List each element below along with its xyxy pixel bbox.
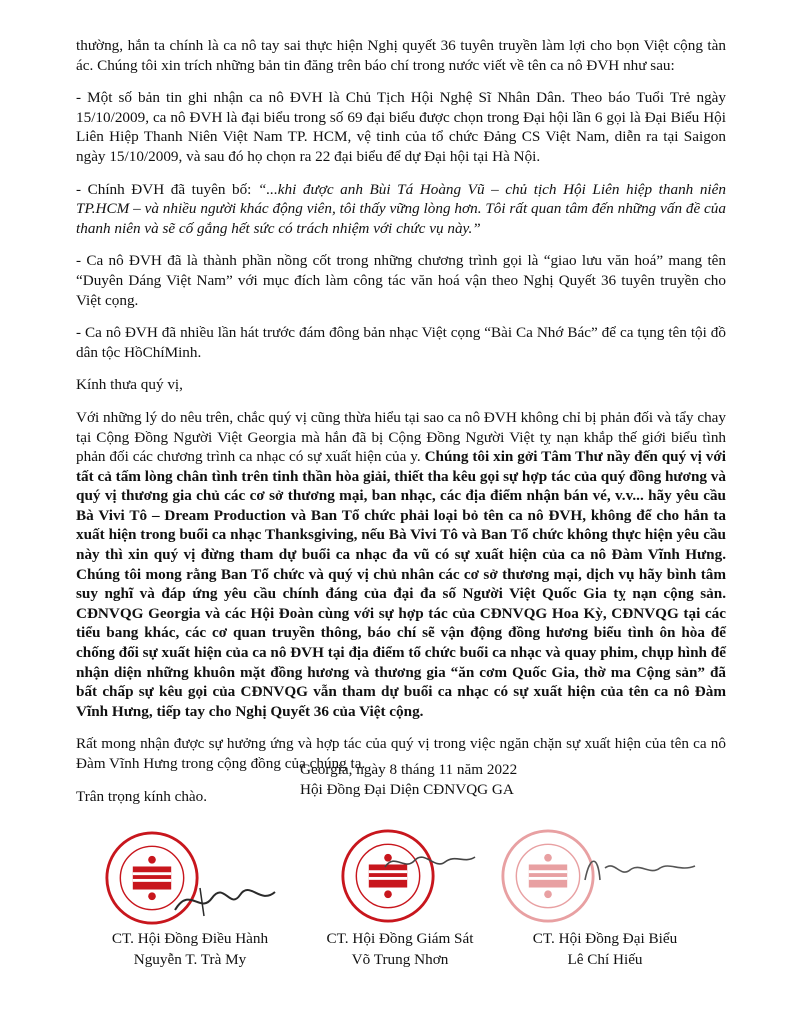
salutation: Kính thưa quý vị,: [76, 376, 183, 394]
paragraph-appeal: [76, 408, 726, 722]
closing-block: [300, 760, 620, 799]
statement-quote: “...khi được anh Bùi Tá Hoàng Vũ – chủ tịch Hội Liên hiệp thanh niên TP.HCM – và nhiều người khác động viên, tôi thấy vững lòng hơn. Tôi rất quan tâm đến những vấn đề của thanh niên và sẽ cố gắng hết sức có trách nhiệm với chức vụ này.”: [76, 180, 726, 237]
paragraph-song: - Ca nô ĐVH đã nhiều lần hát trước đám đông bản nhạc Việt cọng “Bài Ca Nhớ Bác” để ca tụng tên tội đồ dân tộc HồChíMinh.: [76, 324, 726, 361]
signature-1: [170, 880, 280, 920]
paragraph-cultural-program: - Ca nô ĐVH đã là thành phần nồng cốt trong những chương trình gọi là “giao lưu văn hoá” mang tên “Duyên Dáng Việt Nam” với mục đích làm công tác văn hoá vận theo Nghị Quyết 36 tuyên truyền cho Việt cọng.: [76, 252, 726, 309]
letter-body: [76, 36, 726, 819]
organization-name: Hội Đồng Đại Diện CĐNVQG GA: [300, 780, 514, 798]
signer-representative: [490, 928, 720, 970]
paragraph-news-report: - Một số bản tin ghi nhận ca nô ĐVH là Chủ Tịch Hội Nghệ Sĩ Nhân Dân. Theo báo Tuổi Trẻ ngày 15/10/2009, ca nô ĐVH là đại biểu trong số 69 đại biểu được chọn trong Đại hội lần 6 gọi là Đại Biểu Hội Liên Hiệp Thanh Niên Việt Nam TP. HCM, vệ tinh của tổ chức Đảng CS Việt Nam, diễn ra tại Saigon ngày 15/10/2009, và sau đó họ chọn ra 22 đại biểu để dự Đại hội tại Hà Nội.: [76, 89, 726, 165]
signer-title: CT. Hội Đồng Điều Hành: [111, 930, 269, 947]
signer-title: CT. Hội Đồng Giám Sát: [326, 930, 474, 947]
appeal-bold-text: Chúng tôi xin gởi Tâm Thư nầy đến quý vị với tất cả tấm lòng chân tình trên tinh thần hòa giải, thiết tha kêu gọi sự hợp tác của quý đồng hương và quý vị thương gia chủ các cơ sở thương mại, ban nhạc, các địa điểm nhận bán vé, v.v... hãy yêu cầu Bà Vivi Tô – Dream Production và Ban Tổ chức phải loại bỏ tên ca nô ĐVH, không để cho hắn ta xuất hiện trong buổi ca nhạc Thanksgiving, nếu Bà Vivi Tô và Ban Tổ chức không thực hiện yêu cầu này thì xin quý vị đừng tham dự buổi ca nhạc đa vũ có sự xuất hiện của ca nô Đàm Vĩnh Hưng. Chúng tôi mong rằng Ban Tổ chức và quý vị chủ nhân các cơ sở thương mại, dịch vụ hãy bình tâm suy nghĩ và đáp ứng yêu cầu chính đáng của đại đa số Người Việt Quốc Gia tỵ nạn cộng sản. CĐNVQG Georgia và các Hội Đoàn cùng với sự hợp tác của CĐNVQG Hoa Kỳ, CĐNVQG tại các tiểu bang khác, các cơ quan truyền thông, báo chí sẽ vận động đồng hương biểu tình ôn hòa để chống đối sự xuất hiện của ca nô ĐVH tại địa điểm tổ chức buổi ca nhạc và quay phim, chụp hình để nhận diện những khuôn mặt đồng hương và thương gia “ăn cơm Quốc Gia, thờ ma Cộng sản” đã bất chấp sự kêu gọi của CĐNVQG vẫn tham dự buổi ca nhạc có sự xuất hiện của tên ca nô Đàm Vĩnh Hưng, tiếp tay cho Nghị Quyết 36 của Việt cộng.: [76, 448, 726, 720]
signer-name: Nguyễn T. Trà My: [133, 951, 247, 968]
appeal-intro: Với những lý do nêu trên, chắc quý vị cũng thừa hiểu tại sao ca nô ĐVH không chỉ bị phản đối và tẩy chay tại Cộng Đồng Người Việt Georgia mà hắn đã bị Cộng Đồng Người Việt tỵ nạn khắp thế giới biểu tình phản đối các chương trình ca nhạc có sự xuất hiện của y.: [76, 408, 726, 466]
paragraph-request: Rất mong nhận được sự hưởng ứng và hợp tác của quý vị trong việc ngăn chặn sự xuất hiện của tên ca nô Đàm Vĩnh Hưng trong cộng đồng của chúng ta.: [76, 735, 726, 772]
sign-off: Trân trọng kính chào.: [76, 787, 208, 805]
signer-name: Lê Chí Hiếu: [567, 951, 643, 968]
signature-3: [580, 850, 700, 890]
signer-name: Võ Trung Nhơn: [351, 951, 449, 968]
statement-prefix: - Chính ĐVH đã tuyên bố:: [76, 180, 258, 198]
signer-title: CT. Hội Đồng Đại Biểu: [532, 930, 678, 947]
paragraph-statement: [76, 180, 726, 239]
seals-area: [0, 820, 800, 930]
paragraph-intro: thường, hắn ta chính là ca nô tay sai thực hiện Nghị quyết 36 tuyên truyền làm lợi cho bọn Việt cộng tàn ác. Chúng tôi xin trích những bản tin đăng trên báo chí trong nước viết về tên ca nô ĐVH như sau:: [76, 37, 726, 74]
signature-2: [380, 842, 480, 882]
signer-executive: [75, 928, 305, 970]
place-date: Georgia, ngày 8 tháng 11 năm 2022: [300, 761, 518, 778]
signer-supervisory: [285, 928, 515, 970]
